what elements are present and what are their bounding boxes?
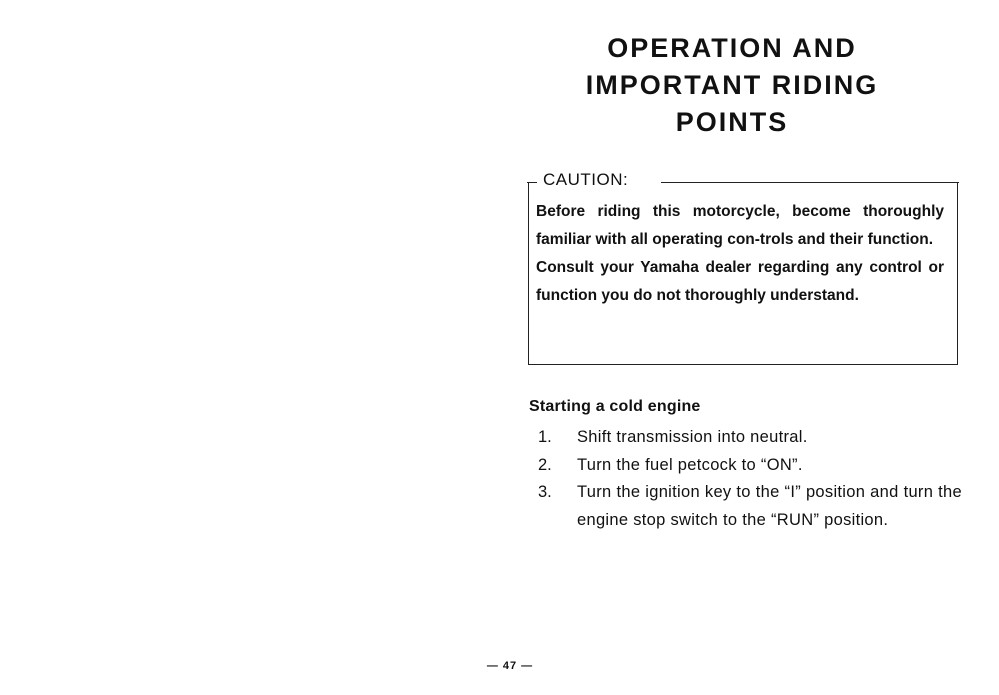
step-number: 2. [538, 455, 552, 474]
step-item [538, 452, 962, 480]
step-number: 3. [538, 483, 552, 501]
caution-paragraph-1: Before riding this motorcycle, become thoroughly familiar with all operating con-trols and their function. [536, 203, 944, 248]
title-line-2: IMPORTANT RIDING [585, 70, 879, 100]
step-text: Shift transmission into neutral. [577, 428, 808, 446]
title-line-1: OPERATION AND [607, 33, 857, 63]
step-item [538, 424, 962, 452]
caution-label: CAUTION: [543, 170, 629, 189]
caution-paragraph-2: Consult your Yamaha dealer regarding any control or function you do not thoroughly understand. [536, 259, 944, 304]
title-line-3: POINTS [675, 107, 789, 137]
step-text: Turn the fuel petcock to “ON”. [577, 455, 803, 474]
section-title: Starting a cold engine [529, 398, 701, 415]
step-item [538, 479, 962, 534]
step-number: 1. [538, 428, 552, 446]
caution-text [536, 198, 944, 310]
steps-list [538, 424, 962, 534]
caution-box [528, 170, 958, 365]
page-title [520, 30, 944, 141]
step-text: Turn the ignition key to the “I” position and turn the engine stop switch to the “RUN” position. [577, 483, 962, 529]
page-number: — 47 — [486, 660, 534, 672]
